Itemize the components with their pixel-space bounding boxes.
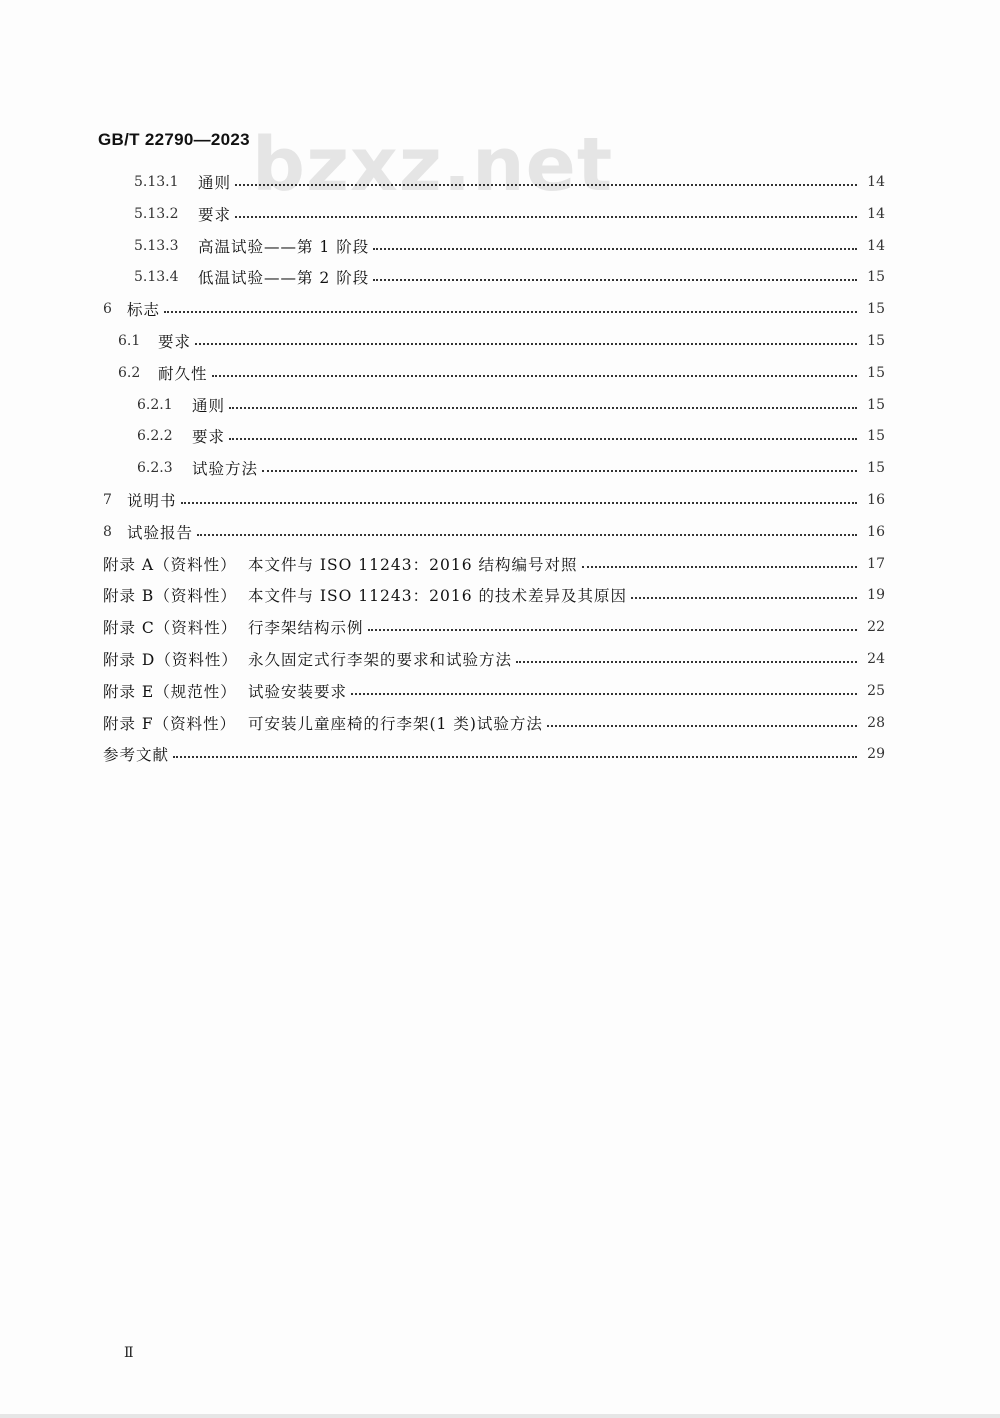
toc-entry-title: 参考文献 [103, 746, 170, 765]
toc-entry-page: 15 [867, 396, 885, 413]
toc-entry[interactable] [134, 170, 885, 194]
toc-entry-title: 标志 [127, 301, 161, 320]
toc-entry-title: 试验方法 [192, 460, 259, 479]
toc-entry-title: 低温试验——第 2 阶段 [198, 269, 370, 288]
toc-entry[interactable] [103, 520, 885, 544]
toc-entry[interactable] [137, 456, 885, 480]
toc-leader-dots [368, 629, 857, 631]
toc-leader-dots [262, 470, 857, 472]
toc-leader-dots [173, 756, 857, 758]
toc-entry-page: 16 [867, 492, 885, 508]
toc-leader-dots [181, 502, 857, 504]
toc-leader-dots [547, 725, 857, 727]
toc-entry[interactable] [103, 615, 885, 639]
toc-entry-number: 5.13.1 [134, 174, 179, 190]
toc-entry-number: 6.2.2 [137, 428, 173, 445]
standard-number: GB/T 22790—2023 [98, 130, 250, 149]
toc-entry-title: 说明书 [127, 492, 177, 510]
toc-entry-page: 15 [867, 301, 885, 318]
toc-entry-number: 6.2 [118, 364, 141, 381]
toc-leader-dots [212, 375, 857, 377]
toc-entry-page: 25 [867, 682, 885, 699]
toc-leader-dots [582, 566, 858, 568]
toc-entry-number: 5.13.4 [134, 269, 179, 286]
toc-entry-page: 16 [867, 523, 885, 540]
toc-entry[interactable] [118, 361, 885, 385]
toc-leader-dots [631, 597, 857, 599]
toc-leader-dots [235, 184, 857, 186]
toc-entry-number: 6.2.1 [137, 396, 173, 413]
toc-leader-dots [229, 438, 857, 440]
page-bottom-edge [0, 1414, 1000, 1418]
toc-entry-page: 15 [867, 428, 885, 445]
toc-entry[interactable] [118, 329, 885, 353]
toc-entry[interactable] [103, 742, 885, 766]
toc-leader-dots [195, 343, 857, 345]
toc-entry[interactable] [103, 583, 885, 607]
toc-leader-dots [235, 216, 857, 218]
toc-entry[interactable] [134, 234, 885, 258]
toc-entry-number: 7 [103, 492, 112, 508]
toc-entry-title: 耐久性 [158, 364, 208, 383]
toc-entry-number: 5.13.2 [134, 205, 179, 222]
toc-entry[interactable] [137, 393, 885, 417]
toc-leader-dots [516, 661, 857, 663]
toc-entry-title: 行李架结构示例 [248, 619, 364, 638]
toc-entry-number: 6.2.3 [137, 460, 173, 477]
toc-entry-title: 通则 [198, 174, 232, 192]
toc-entry-title: 试验报告 [127, 523, 194, 542]
toc-entry[interactable] [103, 552, 885, 576]
toc-entry-title: 要求 [198, 205, 232, 224]
toc-entry-page: 24 [867, 651, 885, 667]
toc-entry-title: 试验安装要求 [248, 682, 348, 701]
toc-entry-title: 要求 [192, 428, 226, 447]
toc-entry-title: 本文件与 ISO 11243：2016 结构编号对照 [248, 555, 578, 574]
toc-entry-page: 29 [867, 746, 885, 763]
toc-leader-dots [351, 693, 857, 695]
toc-entry[interactable] [137, 424, 885, 448]
toc-entry-number: 附录 A（资料性） [103, 555, 237, 574]
toc-entry-page: 15 [867, 269, 885, 286]
toc-entry-number: 附录 B（资料性） [103, 587, 237, 606]
toc-entry-page: 22 [867, 619, 885, 636]
toc-entry-title: 通则 [192, 396, 226, 415]
toc-entry-page: 14 [867, 237, 885, 254]
toc-entry-number: 8 [103, 523, 112, 540]
toc-entry-page: 28 [867, 714, 885, 731]
toc-entry-page: 19 [867, 587, 885, 604]
toc-entry-number: 附录 C（资料性） [103, 619, 238, 638]
toc-entry-number: 附录 F（资料性） [103, 714, 237, 733]
toc-entry-page: 15 [867, 364, 885, 381]
toc-entry[interactable] [134, 202, 885, 226]
toc-entry-title: 永久固定式行李架的要求和试验方法 [248, 651, 513, 669]
toc-leader-dots [373, 279, 857, 281]
page-number: Ⅱ [124, 1345, 134, 1361]
toc-entry-page: 17 [867, 555, 885, 572]
toc-entry-title: 本文件与 ISO 11243：2016 的技术差异及其原因 [248, 587, 627, 606]
toc-entry-page: 14 [867, 174, 885, 190]
toc-entry-number: 5.13.3 [134, 237, 179, 254]
toc-entry-number: 6.1 [118, 333, 141, 349]
toc-entry-number: 6 [103, 301, 112, 318]
toc-leader-dots [373, 248, 857, 250]
toc-leader-dots [197, 534, 857, 536]
toc-entry-page: 14 [867, 205, 885, 222]
toc-entry[interactable] [103, 297, 885, 321]
toc-leader-dots [164, 311, 857, 313]
toc-leader-dots [229, 407, 857, 409]
toc-entry-title: 要求 [158, 333, 192, 351]
toc-entry-title: 高温试验——第 1 阶段 [198, 237, 370, 256]
toc-entry[interactable] [103, 679, 885, 703]
toc-entry[interactable] [103, 711, 885, 735]
watermark: bzxz.net [252, 122, 614, 208]
toc-entry-title: 可安装儿童座椅的行李架(1 类)试验方法 [248, 714, 543, 733]
toc-entry[interactable] [134, 265, 885, 289]
toc-entry[interactable] [103, 488, 885, 512]
toc-entry-number: 附录 D（资料性） [103, 651, 238, 669]
toc-entry-page: 15 [867, 460, 885, 477]
toc-entry-page: 15 [867, 333, 885, 349]
toc-entry-number: 附录 E（规范性） [103, 682, 237, 701]
toc-entry[interactable] [103, 647, 885, 671]
